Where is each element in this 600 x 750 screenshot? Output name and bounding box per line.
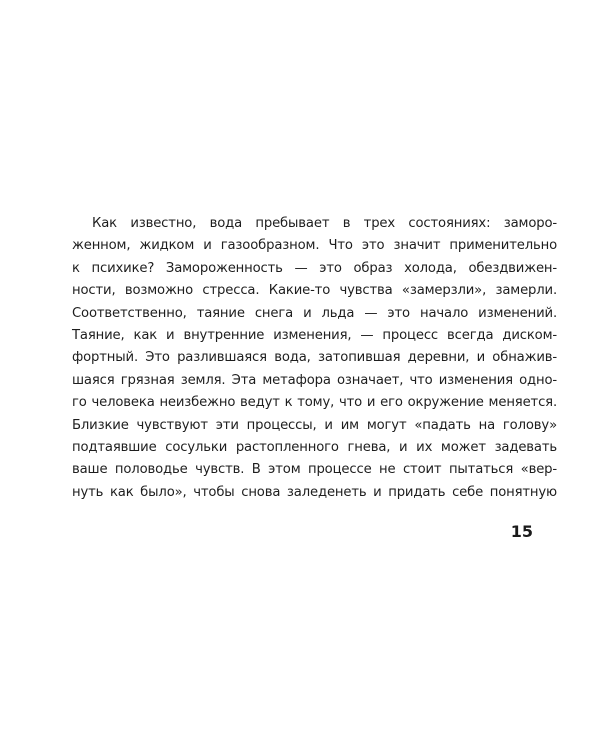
- text-line-13: нуть как было», чтобы снова заледенеть и придать себе понятную: [72, 484, 557, 500]
- text-line-3: к психике? Замороженность — это образ холода, обездвижен-: [72, 260, 557, 276]
- text-line-6: Таяние, как и внутренние изменения, — процесс всегда диском-: [72, 327, 557, 343]
- text-line-4: ности, возможно стресса. Какие-то чувства «замерзли», замерли.: [72, 283, 557, 299]
- text-line-7: фортный. Это разлившаяся вода, затопившая деревни, и обнажив-: [72, 350, 557, 366]
- page-number: 15: [510, 522, 533, 541]
- text-line-12: ваше половодье чувств. В этом процессе не стоит пытаться «вер-: [72, 462, 557, 478]
- text-line-5: Соответственно, таяние снега и льда — это начало изменений.: [72, 305, 557, 321]
- text-line-8: шаяся грязная земля. Эта метафора означает, что изменения одно-: [72, 372, 557, 388]
- text-line-1: Как известно, вода пребывает в трех состояниях: заморо-: [92, 216, 557, 231]
- text-line-2: женном, жидком и газообразном. Что это значит применительно: [72, 238, 557, 254]
- body-paragraph: [72, 213, 557, 504]
- text-line-10: Близкие чувствуют эти процессы, и им могут «падать на голову»: [72, 417, 557, 433]
- text-line-9: го человека неизбежно ведут к тому, что и его окружение меняется.: [72, 395, 557, 411]
- text-line-11: подтаявшие сосульки растопленного гнева, и их может задевать: [72, 439, 557, 455]
